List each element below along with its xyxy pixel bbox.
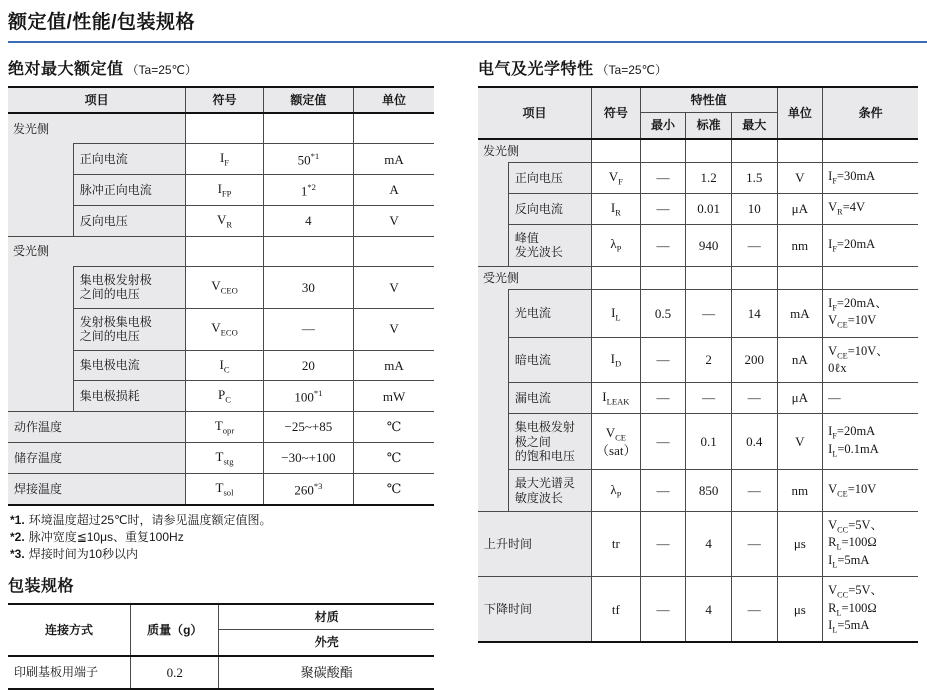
max-cell: 200 — [731, 337, 777, 382]
unit-cell: A — [354, 175, 434, 206]
section-strip-cell — [8, 175, 73, 206]
symbol-cell: $I_D$ — [592, 337, 641, 382]
table-row — [478, 470, 918, 512]
footnotes — [10, 512, 434, 563]
header-connection: 连接方式 — [8, 604, 131, 656]
unit-cell — [354, 237, 434, 267]
value-cell: — — [263, 308, 353, 350]
section-strip-cell — [8, 144, 73, 175]
unit-cell: mW — [354, 381, 434, 412]
section-label-cell: 受光侧 — [478, 266, 592, 289]
typ-cell — [686, 139, 732, 163]
typ-cell: 0.01 — [686, 194, 732, 225]
page-title: 额定值/性能/包装规格 — [8, 12, 196, 33]
table-row — [8, 175, 434, 206]
electro-optical-heading-text: 电气及光学特性 — [478, 61, 594, 78]
section-strip-cell — [478, 290, 508, 338]
symbol-cell: $T_{opr}$ — [186, 412, 263, 443]
header-symbol: 符号 — [186, 87, 263, 113]
unit-cell — [354, 113, 434, 144]
item-label-cell: 反向电压 — [73, 206, 186, 237]
electro-optical-heading-condition: （Ta=25℃） — [596, 63, 668, 77]
abs-max-heading-condition: （Ta=25℃） — [126, 63, 198, 77]
item-label-cell: 动作温度 — [8, 412, 186, 443]
unit-cell: μs — [777, 577, 823, 643]
section-strip-cell — [478, 194, 508, 225]
header-condition: 条件 — [823, 87, 918, 139]
symbol-cell: $V_{CEO}$ — [186, 267, 263, 309]
min-cell — [640, 266, 686, 289]
item-label-cell: 正向电压 — [508, 163, 591, 194]
condition-cell: — — [823, 383, 918, 414]
min-cell: — — [640, 163, 686, 194]
electro-optical-heading — [478, 56, 918, 79]
unit-cell: ℃ — [354, 412, 434, 443]
max-cell: 14 — [731, 290, 777, 338]
unit-cell: V — [354, 308, 434, 350]
section-strip-cell — [478, 224, 508, 266]
condition-cell: $I_F=30mA$ — [823, 163, 918, 194]
min-cell: — — [640, 337, 686, 382]
unit-cell — [777, 266, 823, 289]
typ-cell: 4 — [686, 512, 732, 577]
unit-cell: nm — [777, 224, 823, 266]
item-label-cell: 集电极发射极 之间的电压 — [73, 267, 186, 309]
symbol-cell: tf — [592, 577, 641, 643]
section-strip-cell — [478, 383, 508, 414]
symbol-cell: $I_{FP}$ — [186, 175, 263, 206]
value-cell: 4 — [263, 206, 353, 237]
item-label-cell: 峰值 发光波长 — [508, 224, 591, 266]
value-cell: 260$^{*3}$ — [263, 474, 353, 505]
table-header-row — [8, 87, 434, 113]
table-row — [478, 290, 918, 338]
symbol-cell: $V_F$ — [592, 163, 641, 194]
max-cell: — — [731, 512, 777, 577]
condition-cell: $I_F=20mA$ $I_L=0.1mA$ — [823, 414, 918, 470]
min-cell: — — [640, 577, 686, 643]
footnote-ref: *1. — [10, 512, 25, 527]
table-row — [8, 656, 434, 690]
section-label-cell: 受光侧 — [8, 237, 186, 267]
item-label-cell: 焊接温度 — [8, 474, 186, 505]
typ-cell: 2 — [686, 337, 732, 382]
item-label-cell: 反向电流 — [508, 194, 591, 225]
symbol-cell: $V_{ECO}$ — [186, 308, 263, 350]
value-cell: 50$^{*1}$ — [263, 144, 353, 175]
footnote-text: 焊接时间为10秒以内 — [28, 547, 139, 562]
table-row — [478, 224, 918, 266]
header-unit: 单位 — [354, 87, 434, 113]
table-header-row — [8, 604, 434, 630]
unit-cell: V — [777, 414, 823, 470]
header-unit: 单位 — [777, 87, 823, 139]
min-cell: — — [640, 414, 686, 470]
item-label-cell: 上升时间 — [478, 512, 592, 577]
condition-cell — [823, 266, 918, 289]
section-strip-cell — [8, 267, 73, 309]
section-label-cell: 发光侧 — [478, 139, 592, 163]
symbol-cell — [186, 113, 263, 144]
value-cell — [263, 237, 353, 267]
table-row — [478, 337, 918, 382]
max-cell: 0.4 — [731, 414, 777, 470]
unit-cell: V — [777, 163, 823, 194]
mass-cell: 0.2 — [131, 656, 219, 690]
condition-cell: $I_F=20mA$、 $V_{CE}=10V$ — [823, 290, 918, 338]
condition-cell — [823, 139, 918, 163]
min-cell: — — [640, 194, 686, 225]
table-row — [478, 512, 918, 577]
condition-cell: $V_{CE}=10V$、 0ℓx — [823, 337, 918, 382]
item-label-cell: 正向电流 — [73, 144, 186, 175]
min-cell: 0.5 — [640, 290, 686, 338]
section-strip-cell — [8, 350, 73, 381]
item-label-cell: 集电极损耗 — [73, 381, 186, 412]
item-label-cell: 下降时间 — [478, 577, 592, 643]
table-row — [8, 308, 434, 350]
min-cell: — — [640, 224, 686, 266]
value-cell: −25~+85 — [263, 412, 353, 443]
typ-cell: 1.2 — [686, 163, 732, 194]
min-cell: — — [640, 470, 686, 512]
table-row — [478, 139, 918, 163]
footnote-ref: *2. — [10, 529, 25, 544]
unit-cell: V — [354, 206, 434, 237]
item-label-cell: 发射极集电极 之间的电压 — [73, 308, 186, 350]
value-cell: 100$^{*1}$ — [263, 381, 353, 412]
symbol-cell: $\lambda_P$ — [592, 470, 641, 512]
symbol-cell — [592, 139, 641, 163]
symbol-cell — [186, 237, 263, 267]
condition-cell: $V_{CE}=10V$ — [823, 470, 918, 512]
typ-cell: 940 — [686, 224, 732, 266]
min-cell: — — [640, 512, 686, 577]
condition-cell: $V_{CC}=5V$、 $R_L=100\Omega$ $I_L=5mA$ — [823, 512, 918, 577]
section-strip-cell — [8, 381, 73, 412]
max-cell: — — [731, 224, 777, 266]
table-row — [478, 194, 918, 225]
max-cell: 10 — [731, 194, 777, 225]
item-label-cell: 脉冲正向电流 — [73, 175, 186, 206]
typ-cell: 0.1 — [686, 414, 732, 470]
section-strip-cell — [8, 206, 73, 237]
section-strip-cell — [478, 163, 508, 194]
symbol-cell: $\lambda_P$ — [592, 224, 641, 266]
symbol-cell — [592, 266, 641, 289]
footnote — [10, 512, 434, 529]
table-row — [478, 577, 918, 643]
max-cell: — — [731, 470, 777, 512]
condition-cell: $V_R=4V$ — [823, 194, 918, 225]
unit-cell: nm — [777, 470, 823, 512]
value-cell — [263, 113, 353, 144]
right-column — [478, 54, 918, 643]
max-cell — [731, 139, 777, 163]
table-row — [8, 443, 434, 474]
typ-cell: 850 — [686, 470, 732, 512]
footnote-text: 脉冲宽度≦10μs、重复100Hz — [28, 529, 184, 544]
table-row — [8, 267, 434, 309]
header-item: 项目 — [8, 87, 186, 113]
header-min: 最小 — [640, 113, 686, 139]
item-label-cell: 集电极发射 极之间 的饱和电压 — [508, 414, 591, 470]
item-label-cell: 暗电流 — [508, 337, 591, 382]
absolute-maximum-ratings-table — [8, 86, 434, 506]
section-strip-cell — [478, 414, 508, 470]
section-label-cell: 发光侧 — [8, 113, 186, 144]
abs-max-heading — [8, 56, 434, 79]
table-row — [478, 163, 918, 194]
unit-cell: ℃ — [354, 474, 434, 505]
max-cell: — — [731, 383, 777, 414]
abs-max-heading-text: 绝对最大额定值 — [8, 61, 124, 78]
item-label-cell: 光电流 — [508, 290, 591, 338]
unit-cell: mA — [354, 144, 434, 175]
condition-cell: $V_{CC}=5V$、 $R_L=100\Omega$ $I_L=5mA$ — [823, 577, 918, 643]
unit-cell: nA — [777, 337, 823, 382]
typ-cell: — — [686, 383, 732, 414]
header-material: 材质 — [219, 604, 434, 630]
table-row — [478, 266, 918, 289]
header-case: 外壳 — [219, 630, 434, 656]
table-row — [8, 237, 434, 267]
footnote — [10, 529, 434, 546]
typ-cell: 4 — [686, 577, 732, 643]
electro-optical-characteristics-table — [478, 86, 918, 643]
connection-cell: 印刷基板用端子 — [8, 656, 131, 690]
value-cell: 30 — [263, 267, 353, 309]
item-label-cell: 漏电流 — [508, 383, 591, 414]
item-label-cell: 集电极电流 — [73, 350, 186, 381]
symbol-cell: $V_R$ — [186, 206, 263, 237]
content-columns — [8, 54, 922, 690]
header-typ: 标准 — [686, 113, 732, 139]
packaging-heading: 包装规格 — [8, 578, 75, 596]
table-row — [8, 144, 434, 175]
header-characteristic-value: 特性值 — [640, 87, 777, 113]
footnote-ref: *3. — [10, 547, 25, 562]
unit-cell — [777, 139, 823, 163]
header-item: 项目 — [478, 87, 592, 139]
left-column — [8, 54, 434, 690]
table-row — [8, 206, 434, 237]
table-row — [478, 383, 918, 414]
item-label-cell: 最大光谱灵 敏度波长 — [508, 470, 591, 512]
symbol-cell: tr — [592, 512, 641, 577]
symbol-cell: $I_F$ — [186, 144, 263, 175]
footnote-text: 环境温度超过25℃时，请参见温度额定值图。 — [28, 512, 272, 527]
unit-cell: μA — [777, 194, 823, 225]
section-strip-cell — [8, 308, 73, 350]
table-row — [8, 474, 434, 505]
table-row — [478, 414, 918, 470]
table-row — [8, 113, 434, 144]
table-header-row — [478, 87, 918, 113]
section-strip-cell — [478, 470, 508, 512]
unit-cell: V — [354, 267, 434, 309]
symbol-cell: $T_{sol}$ — [186, 474, 263, 505]
condition-cell: $I_F=20mA$ — [823, 224, 918, 266]
symbol-cell: $I_C$ — [186, 350, 263, 381]
value-cell: 1$^{*2}$ — [263, 175, 353, 206]
header-mass: 质量（g） — [131, 604, 219, 656]
item-label-cell: 储存温度 — [8, 443, 186, 474]
unit-cell: mA — [777, 290, 823, 338]
min-cell — [640, 139, 686, 163]
max-cell: — — [731, 577, 777, 643]
unit-cell: mA — [354, 350, 434, 381]
unit-cell: μA — [777, 383, 823, 414]
max-cell: 1.5 — [731, 163, 777, 194]
title-accent-rule — [8, 41, 927, 43]
value-cell: −30~+100 — [263, 443, 353, 474]
table-row — [8, 350, 434, 381]
packaging-spec-table — [8, 603, 434, 690]
symbol-cell: $I_L$ — [592, 290, 641, 338]
symbol-cell: $I_R$ — [592, 194, 641, 225]
typ-cell: — — [686, 290, 732, 338]
min-cell: — — [640, 383, 686, 414]
section-strip-cell — [478, 337, 508, 382]
header-symbol: 符号 — [592, 87, 641, 139]
case-material-cell: 聚碳酸酯 — [219, 656, 434, 690]
symbol-cell: $I_{LEAK}$ — [592, 383, 641, 414]
unit-cell: μs — [777, 512, 823, 577]
value-cell: 20 — [263, 350, 353, 381]
table-row — [8, 412, 434, 443]
table-row — [8, 381, 434, 412]
symbol-cell: $T_{stg}$ — [186, 443, 263, 474]
typ-cell — [686, 266, 732, 289]
header-rated-value: 额定值 — [263, 87, 353, 113]
header-max: 最大 — [731, 113, 777, 139]
symbol-cell: $P_C$ — [186, 381, 263, 412]
symbol-cell: $V_{CE}$ （sat） — [592, 414, 641, 470]
footnote — [10, 546, 434, 563]
unit-cell: ℃ — [354, 443, 434, 474]
max-cell — [731, 266, 777, 289]
